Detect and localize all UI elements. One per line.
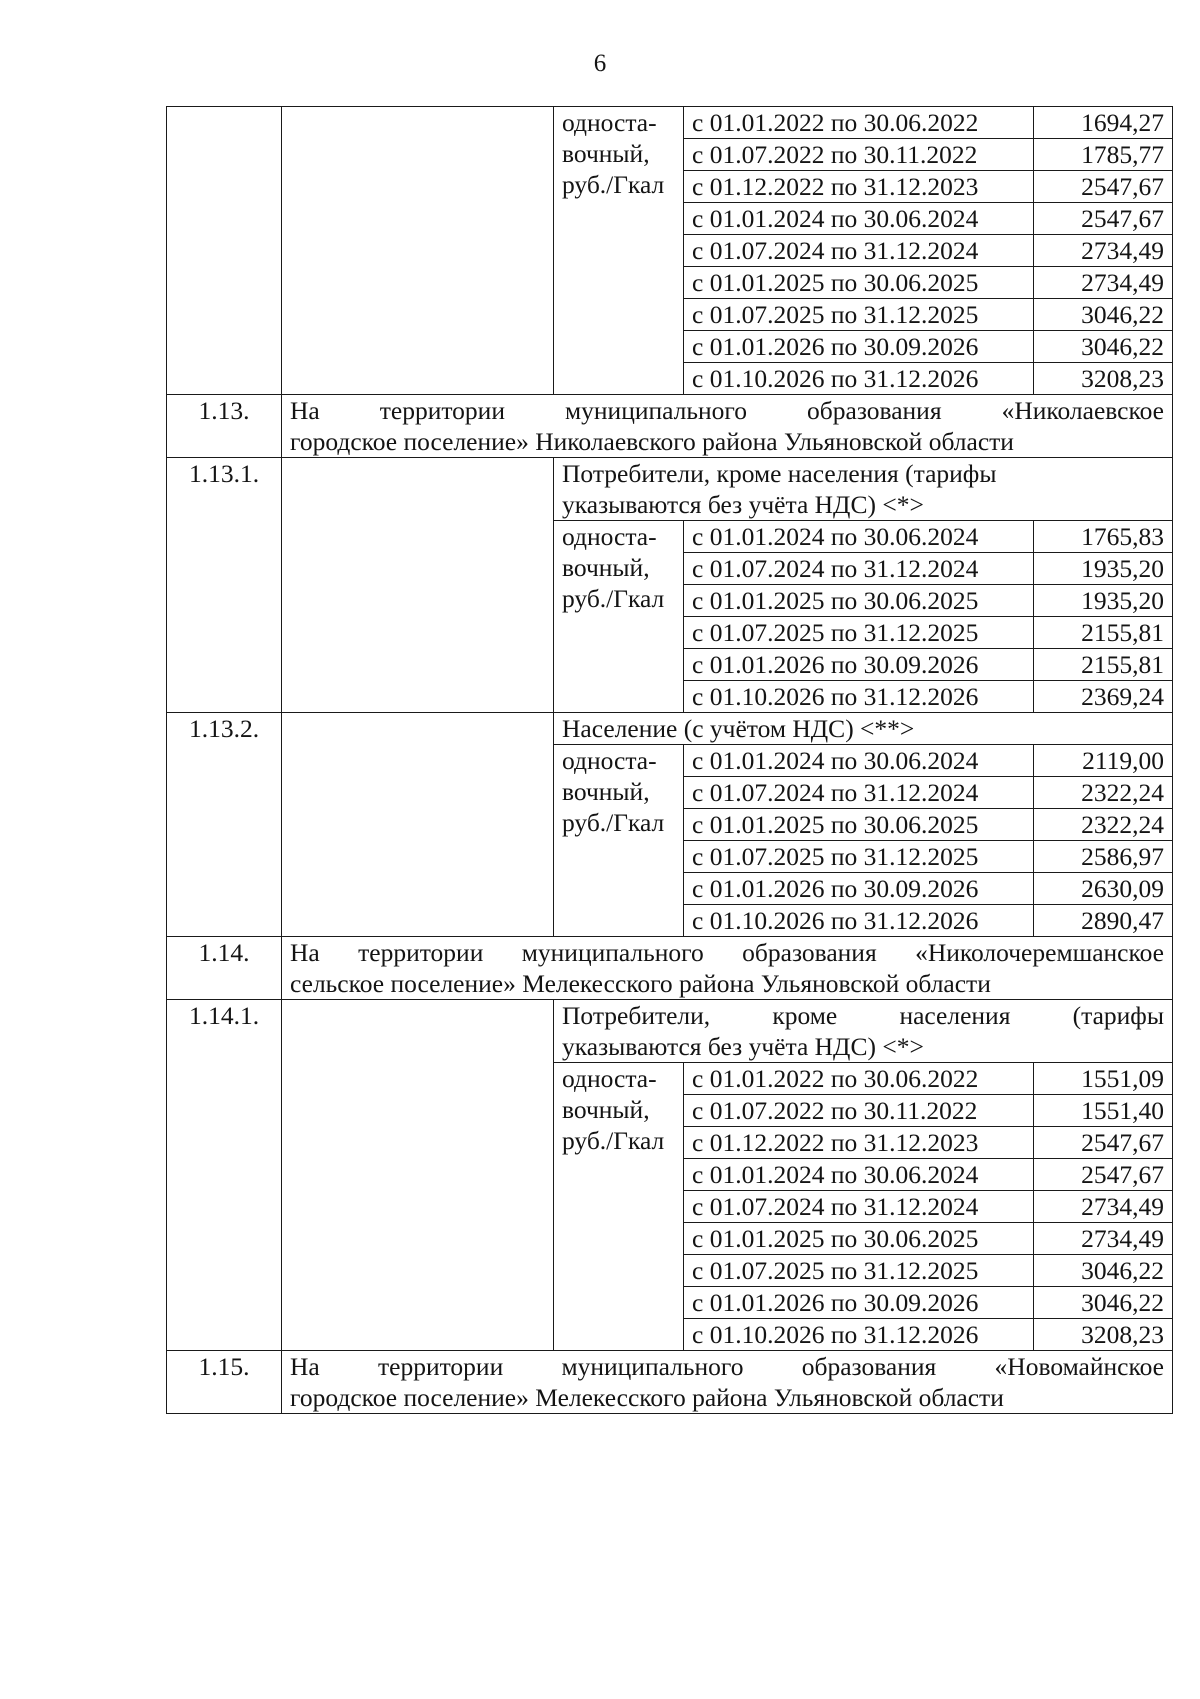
category-line: указываются без учёта НДС) <*> — [562, 490, 924, 519]
subsection-number: 1.14.1. — [167, 1000, 282, 1351]
section-title — [282, 937, 1173, 1000]
section-title — [282, 395, 1173, 458]
unit-label: односта- вочный, руб./Гкал — [562, 746, 665, 837]
period-cell: с 01.07.2025 по 31.12.2025 — [684, 1255, 1034, 1287]
category-row — [167, 458, 1173, 521]
tariff-value: 2547,67 — [1034, 1127, 1173, 1159]
period-cell: с 01.07.2024 по 31.12.2024 — [684, 235, 1034, 267]
category-word: (тарифы — [1072, 1001, 1164, 1030]
unit-cell — [554, 107, 684, 395]
period-cell: с 01.01.2024 по 30.06.2024 — [684, 203, 1034, 235]
empty-cell — [282, 107, 554, 395]
tariff-table — [166, 106, 1173, 1414]
category-row — [167, 1000, 1173, 1063]
tariff-value: 2547,67 — [1034, 171, 1173, 203]
period-cell: с 01.07.2024 по 31.12.2024 — [684, 777, 1034, 809]
section-title-word: «Николочеремшанское — [915, 938, 1164, 967]
tariff-value: 1694,27 — [1034, 107, 1173, 139]
section-title — [282, 1351, 1173, 1414]
period-cell: с 01.07.2025 по 31.12.2025 — [684, 299, 1034, 331]
tariff-value: 3046,22 — [1034, 331, 1173, 363]
period-cell: с 01.07.2024 по 31.12.2024 — [684, 1191, 1034, 1223]
section-title-word: территории — [378, 1352, 504, 1381]
period-cell: с 01.01.2026 по 30.09.2026 — [684, 331, 1034, 363]
section-title-line — [290, 395, 1164, 426]
subsection-number: 1.13.1. — [167, 458, 282, 713]
section-title-word: образования — [801, 1352, 937, 1381]
tariff-value: 2155,81 — [1034, 617, 1173, 649]
period-cell: с 01.01.2022 по 30.06.2022 — [684, 1063, 1034, 1095]
period-cell: с 01.10.2026 по 31.12.2026 — [684, 681, 1034, 713]
period-cell: с 01.10.2026 по 31.12.2026 — [684, 363, 1034, 395]
tariff-value: 1551,40 — [1034, 1095, 1173, 1127]
category-word: кроме — [772, 1001, 838, 1030]
empty-cell — [282, 713, 554, 937]
tariff-value: 1935,20 — [1034, 553, 1173, 585]
empty-cell — [282, 458, 554, 713]
period-cell: с 01.01.2024 по 30.06.2024 — [684, 1159, 1034, 1191]
section-title-line: городское поселение» Мелекесского района Ульяновской области — [290, 1383, 1004, 1412]
category-line: Потребители, кроме населения (тарифы — [562, 459, 997, 488]
period-cell: с 01.10.2026 по 31.12.2026 — [684, 1319, 1034, 1351]
section-title-word: На — [290, 396, 320, 425]
section-title-line: городское поселение» Николаевского района Ульяновской области — [290, 427, 1014, 456]
period-cell: с 01.07.2024 по 31.12.2024 — [684, 553, 1034, 585]
period-cell: с 01.12.2022 по 31.12.2023 — [684, 171, 1034, 203]
period-cell: с 01.01.2025 по 30.06.2025 — [684, 267, 1034, 299]
period-cell: с 01.01.2025 по 30.06.2025 — [684, 1223, 1034, 1255]
section-number: 1.13. — [167, 395, 282, 458]
unit-cell — [554, 745, 684, 937]
section-title-line — [290, 1351, 1164, 1382]
period-cell: с 01.07.2025 по 31.12.2025 — [684, 841, 1034, 873]
tariff-value: 2586,97 — [1034, 841, 1173, 873]
period-cell: с 01.12.2022 по 31.12.2023 — [684, 1127, 1034, 1159]
section-title-word: муниципального — [561, 1352, 744, 1381]
table-row — [167, 107, 1173, 139]
category-line: указываются без учёта НДС) <*> — [562, 1032, 924, 1061]
consumer-category — [554, 713, 1173, 745]
category-row — [167, 713, 1173, 745]
row-number — [167, 107, 282, 395]
consumer-category — [554, 1000, 1173, 1063]
category-line: Население (с учётом НДС) <**> — [562, 714, 915, 743]
subsection-number: 1.13.2. — [167, 713, 282, 937]
unit-cell — [554, 1063, 684, 1351]
period-cell: с 01.07.2025 по 31.12.2025 — [684, 617, 1034, 649]
period-cell: с 01.01.2024 по 30.06.2024 — [684, 745, 1034, 777]
tariff-value: 3046,22 — [1034, 1287, 1173, 1319]
period-cell: с 01.01.2022 по 30.06.2022 — [684, 107, 1034, 139]
tariff-value: 2119,00 — [1034, 745, 1173, 777]
category-word: населения — [899, 1001, 1011, 1030]
period-cell: с 01.07.2022 по 30.11.2022 — [684, 1095, 1034, 1127]
tariff-value: 2547,67 — [1034, 203, 1173, 235]
period-cell: с 01.01.2024 по 30.06.2024 — [684, 521, 1034, 553]
tariff-value: 3208,23 — [1034, 363, 1173, 395]
period-cell: с 01.01.2026 по 30.09.2026 — [684, 873, 1034, 905]
tariff-value: 2734,49 — [1034, 1191, 1173, 1223]
period-cell: с 01.01.2026 по 30.09.2026 — [684, 649, 1034, 681]
category-line — [562, 1000, 1164, 1031]
tariff-value: 2322,24 — [1034, 809, 1173, 841]
tariff-value: 1765,83 — [1034, 521, 1173, 553]
unit-label: односта- вочный, руб./Гкал — [562, 522, 665, 613]
tariff-value: 2890,47 — [1034, 905, 1173, 937]
section-title-line — [290, 937, 1164, 968]
tariff-value: 1935,20 — [1034, 585, 1173, 617]
section-title-word: территории — [379, 396, 505, 425]
section-heading-row — [167, 395, 1173, 458]
section-number: 1.14. — [167, 937, 282, 1000]
section-title-word: территории — [358, 938, 484, 967]
page-number: 6 — [593, 50, 607, 77]
period-cell: с 01.01.2026 по 30.09.2026 — [684, 1287, 1034, 1319]
section-title-word: «Николаевское — [1001, 396, 1164, 425]
tariff-value: 2734,49 — [1034, 235, 1173, 267]
tariff-value: 1785,77 — [1034, 139, 1173, 171]
section-title-word: «Новомайнское — [994, 1352, 1164, 1381]
section-title-word: муниципального — [565, 396, 748, 425]
category-word: Потребители, — [562, 1001, 711, 1030]
empty-cell — [282, 1000, 554, 1351]
section-heading-row — [167, 1351, 1173, 1414]
period-cell: с 01.01.2025 по 30.06.2025 — [684, 809, 1034, 841]
section-number: 1.15. — [167, 1351, 282, 1414]
tariff-value: 2369,24 — [1034, 681, 1173, 713]
tariff-value: 3046,22 — [1034, 299, 1173, 331]
section-title-word: муниципального — [521, 938, 704, 967]
unit-cell — [554, 521, 684, 713]
unit-label: односта- вочный, руб./Гкал — [562, 108, 665, 199]
consumer-category — [554, 458, 1173, 521]
period-cell: с 01.07.2022 по 30.11.2022 — [684, 139, 1034, 171]
tariff-value: 3208,23 — [1034, 1319, 1173, 1351]
period-cell: с 01.10.2026 по 31.12.2026 — [684, 905, 1034, 937]
unit-label: односта- вочный, руб./Гкал — [562, 1064, 665, 1155]
section-title-word: образования — [742, 938, 877, 967]
tariff-value: 2630,09 — [1034, 873, 1173, 905]
section-title-line: сельское поселение» Мелекесского района Ульяновской области — [290, 969, 991, 998]
tariff-value: 2547,67 — [1034, 1159, 1173, 1191]
tariff-value: 2734,49 — [1034, 1223, 1173, 1255]
section-title-word: На — [290, 1352, 320, 1381]
tariff-value: 2734,49 — [1034, 267, 1173, 299]
tariff-value: 2322,24 — [1034, 777, 1173, 809]
tariff-value: 2155,81 — [1034, 649, 1173, 681]
tariff-value: 3046,22 — [1034, 1255, 1173, 1287]
tariff-value: 1551,09 — [1034, 1063, 1173, 1095]
section-title-word: На — [290, 938, 320, 967]
section-heading-row — [167, 937, 1173, 1000]
section-title-word: образования — [807, 396, 942, 425]
period-cell: с 01.01.2025 по 30.06.2025 — [684, 585, 1034, 617]
